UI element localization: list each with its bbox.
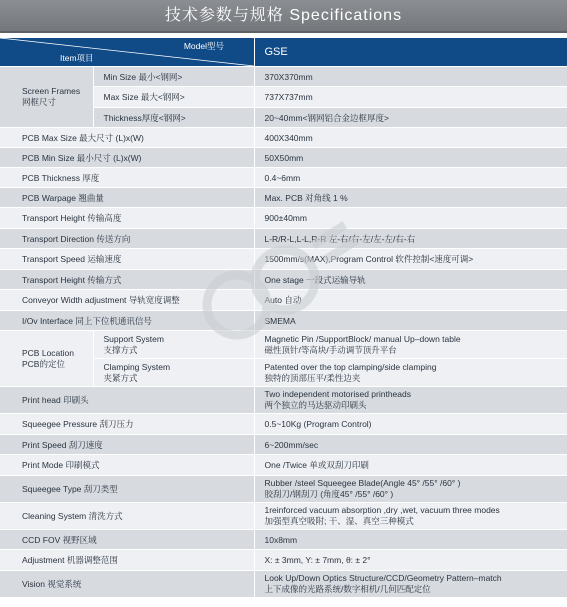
table-row [0, 476, 567, 503]
page-title: 技术参数与规格 Specifications [164, 7, 403, 24]
table-row [0, 270, 567, 290]
thickness-label: Thickness厚度<钢网> [93, 108, 254, 128]
min-size-label: Min Size 最小<钢网> [93, 67, 254, 87]
max-size-label: Max Size 最大<钢网> [93, 87, 254, 108]
table-row [0, 387, 567, 414]
row-value: 0.5~10Kg (Program Control) [254, 414, 567, 435]
min-size-value: 370X370mm [254, 67, 567, 87]
row-label: Vision 视觉系统 [0, 571, 254, 598]
max-size-value: 737X737mm [254, 87, 567, 108]
row-value: 1reinforced vacuum absorption ,dry ,wet, vacuum three modes 加强型真空吸附; 干、湿、真空三种模式 [254, 503, 567, 530]
row-value: Rubber /steel Squeegee Blade(Angle 45° /55° /60° ) 胶刮刀/钢刮刀 (角度45° /55° /60° ) [254, 476, 567, 503]
row-value: One stage 一段式运输导轨 [254, 270, 567, 290]
table-row [0, 229, 567, 249]
row-label: Cleaning System 清洗方式 [0, 503, 254, 530]
row-label: Print head 印刷头 [0, 387, 254, 414]
row-value: Max. PCB 对角线 1 % [254, 188, 567, 208]
row-label: PCB Max Size 最大尺寸 (L)x(W) [0, 128, 254, 148]
table-row [0, 168, 567, 188]
table-row [0, 455, 567, 476]
row-value: 0.4~6mm [254, 168, 567, 188]
row-value: Look Up/Down Optics Structure/CCD/Geometry Pattern–match 上下成像的光路系统/数字相机/几何匹配定位 [254, 571, 567, 598]
model-value: GSE [254, 38, 567, 67]
row-label: Squeegee Type 刮刀类型 [0, 476, 254, 503]
table-row [0, 311, 567, 331]
clamping-system-label: Clamping System 夹紧方式 [93, 359, 254, 387]
row-label: I/Ov Interface 同上下位机通讯信号 [0, 311, 254, 331]
title-divider [0, 31, 567, 33]
table-row [0, 503, 567, 530]
row-value: 6~200mm/sec [254, 435, 567, 455]
table-row [0, 530, 567, 550]
row-label: PCB Warpage 翘曲量 [0, 188, 254, 208]
row-value: 50X50mm [254, 148, 567, 168]
table-row [0, 188, 567, 208]
row-label: Transport Height 传输方式 [0, 270, 254, 290]
table-row [0, 435, 567, 455]
table-row [0, 331, 567, 359]
support-system-label: Support System 支撑方式 [93, 331, 254, 359]
row-label: Transport Speed 运输速度 [0, 249, 254, 270]
row-label: Print Speed 刮刀速度 [0, 435, 254, 455]
row-value: 1500mm/s(MAX),Program Control 软件控制<速度可调> [254, 249, 567, 270]
table-row [0, 249, 567, 270]
support-system-value: Magnetic Pin /SupportBlock/ manual Up–down table 磁性顶针/等高块/手动调节顶升平台 [254, 331, 567, 359]
row-label: Transport Direction 传送方向 [0, 229, 254, 249]
row-value: L-R/R-L,L-L,R-R 左-右/右-左/左-左/右-右 [254, 229, 567, 249]
clamping-system-value: Patented over the top clamping/side clamping 独特的顶部压平/柔性边夹 [254, 359, 567, 387]
row-label: Adjustment 机器调整范围 [0, 550, 254, 571]
row-value: 900±40mm [254, 208, 567, 229]
model-column-label: Model型号 [183, 41, 224, 51]
row-label: CCD FOV 视野区域 [0, 530, 254, 550]
item-column-label: Item项目 [60, 53, 94, 63]
header-diagonal-cell [0, 38, 254, 67]
table-row [0, 208, 567, 229]
row-label: PCB Min Size 最小尺寸 (L)x(W) [0, 148, 254, 168]
screen-frames-label: Screen Frames 网框尺寸 [0, 67, 93, 128]
table-header-row [0, 38, 567, 67]
pcb-location-label: PCB Location PCB的定位 [0, 331, 93, 387]
table-row [0, 148, 567, 168]
row-value: One /Twice 单或双刮刀印刷 [254, 455, 567, 476]
row-label: Conveyor Width adjustment 导轨宽度调整 [0, 290, 254, 311]
row-value: Two independent motorised printheads 两个独立的马达驱动印刷头 [254, 387, 567, 414]
row-value: Auto 自动 [254, 290, 567, 311]
table-row [0, 550, 567, 571]
thickness-value: 20~40mm<钢网铝合金边框厚度> [254, 108, 567, 128]
row-value: X: ± 3mm, Y: ± 7mm, θ: ± 2° [254, 550, 567, 571]
specifications-table [0, 38, 567, 598]
row-value: SMEMA [254, 311, 567, 331]
table-row [0, 128, 567, 148]
row-value: 10x8mm [254, 530, 567, 550]
table-row [0, 414, 567, 435]
row-label: Squeegee Pressure 刮刀压力 [0, 414, 254, 435]
row-label: Print Mode 印刷模式 [0, 455, 254, 476]
table-row [0, 67, 567, 87]
row-label: Transport Height 传输高度 [0, 208, 254, 229]
table-row [0, 571, 567, 598]
title-bar [0, 0, 567, 33]
table-row [0, 290, 567, 311]
row-label: PCB Thickness 厚度 [0, 168, 254, 188]
row-value: 400X340mm [254, 128, 567, 148]
